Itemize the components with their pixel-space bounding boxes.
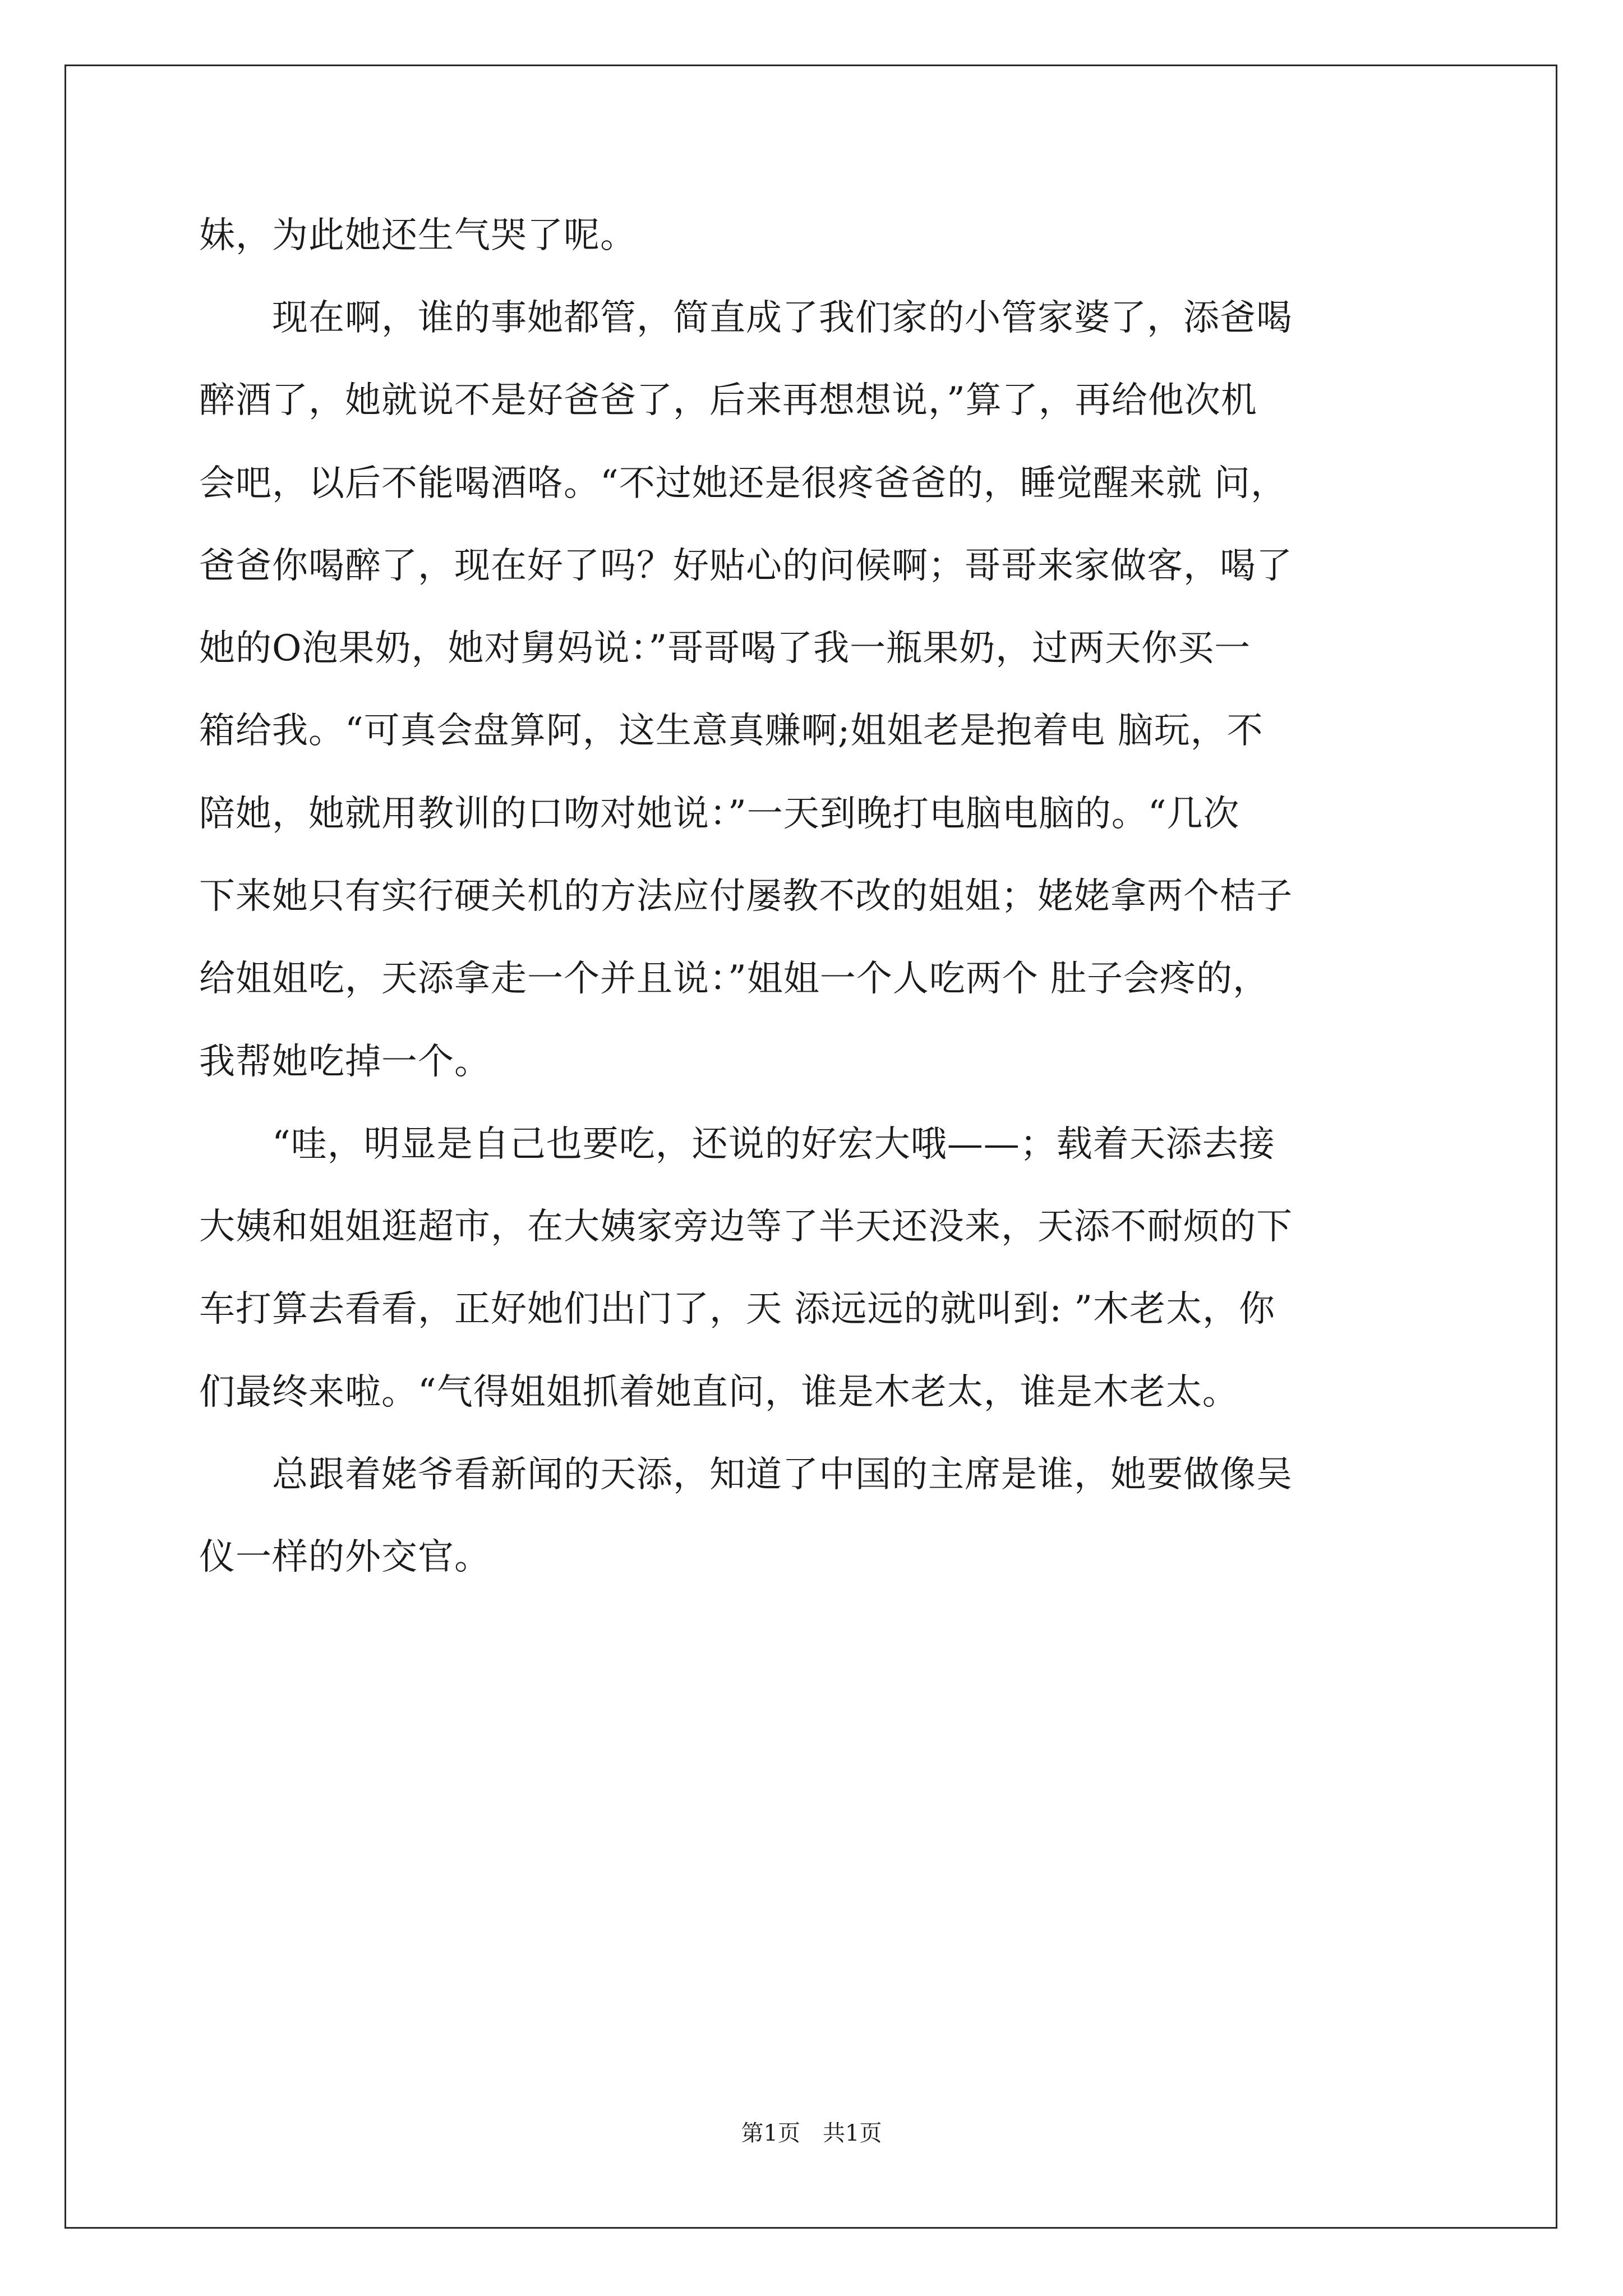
- text-line: 爸爸你喝醉了，现在好了吗？好贴心的问候啊；哥哥来家做客，喝了: [199, 545, 1293, 587]
- text-line: 陪她，她就用教训的口吻对她说：”一天到晚打电脑电脑的。“几次: [199, 793, 1240, 835]
- text-line: 给姐姐吃，天添拿走一个并且说：”姐姐一个人吃两个 肚子会疼的，: [199, 958, 1270, 1000]
- text-line: 我帮她吃掉一个。: [199, 1041, 491, 1083]
- text-line: 总跟着姥爷看新闻的天添，知道了中国的主席是谁，她要做像吴: [199, 1454, 1293, 1496]
- text-line: 车打算去看看，正好她们出门了，天 添远远的就叫到: ”木老太，你: [199, 1289, 1275, 1330]
- text-line: 醉酒了，她就说不是好爸爸了，后来再想想说，”算了，再给他次机: [199, 380, 1257, 421]
- text-line: 妹，为此她还生气哭了呢。: [199, 215, 637, 256]
- text-line: 箱给我。“可真会盘算阿，这生意真赚啊;姐姐老是抱着电 脑玩，不: [199, 710, 1264, 752]
- text-line: 下来她只有实行硬关机的方法应付屡教不改的姐姐；姥姥拿两个桔子: [199, 876, 1293, 917]
- text-line: 们最终来啦。“气得姐姐抓着她直问，谁是木老太，谁是木老太。: [199, 1372, 1239, 1413]
- text-line: 仪一样的外交官。: [199, 1536, 491, 1578]
- page-number-footer: 第1页 共1页: [741, 2120, 882, 2146]
- text-line: “哇，明显是自己也要吃，还说的好宏大哦——；载着天添去接: [199, 1124, 1275, 1165]
- text-line: 会吧，以后不能喝酒咯。“不过她还是很疼爸爸的，睡觉醒来就 问，: [199, 463, 1288, 504]
- text-line: 大姨和姐姐逛超市，在大姨家旁边等了半天还没来，天添不耐烦的下: [199, 1206, 1293, 1248]
- text-line: 现在啊，谁的事她都管，简直成了我们家的小管家婆了，添爸喝: [199, 297, 1293, 339]
- text-line: 她的O泡果奶，她对舅妈说：”哥哥喝了我一瓶果奶，过两天你买一: [199, 628, 1251, 669]
